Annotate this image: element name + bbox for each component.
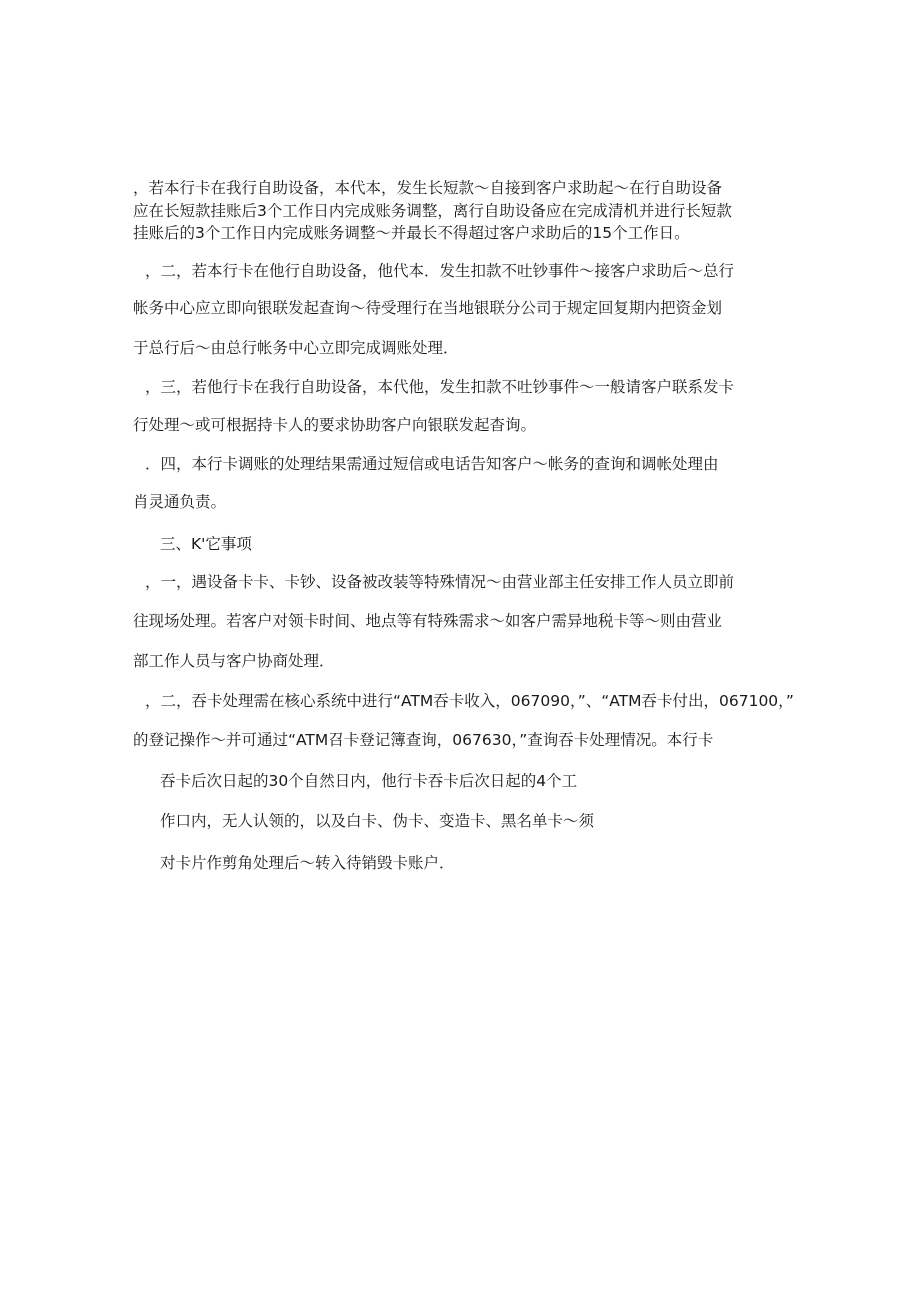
paragraph-4-line-1: ．四，本行卡调账的处理结果需通过短信或电话告知客户～帐务的查询和调帐处理由 xyxy=(145,455,719,473)
paragraph-2-line-2: 帐务中心应立即向银联发起查询～待受理行在当地银联分公司于规定回复期内把资金划 xyxy=(133,299,723,317)
paragraph-7-line-4: 作口内，无人认领的，以及白卡、伪卡、变造卡、黑名单卡～须 xyxy=(160,812,595,830)
paragraph-1-line-3: 挂账后的3个工作日内完成账务调整～并最长不得超过客户求助后的15个工作日。 xyxy=(133,224,690,242)
paragraph-3-line-1: ，三，若他行卡在我行自助设备，本代他，发生扣款不吐钞事件～一般请客户联系发卡 xyxy=(145,378,735,396)
paragraph-7-line-5: 对卡片作剪角处理后～转入待销毁卡账户． xyxy=(160,854,455,872)
paragraph-1-line-2: 应在长短款挂账后3个工作日内完成账务调整，离行自助设备应在完成清机并进行长短款 xyxy=(133,202,732,220)
paragraph-1-line-1: ，若本行卡在我行自助设备，本代本，发生长短款～自接到客户求助起～在行自助设备 xyxy=(133,179,723,197)
paragraph-6-line-1: ，一，遇设备卡卡、卡钞、设备被改装等特殊情况～由营业部主任安排工作人员立即前 xyxy=(145,573,735,591)
paragraph-4-line-2: 肖灵通负责。 xyxy=(133,493,227,511)
paragraph-7-line-1: ，二，吞卡处理需在核心系统中进行“ATM吞卡收入，067090，”、“ATM吞卡付出，067100，” xyxy=(145,692,794,710)
paragraph-7-line-3: 吞卡后次日起的30个自然日内，他行卡吞卡后次日起的4个工 xyxy=(160,772,578,790)
section-heading: 三、K'它事项 xyxy=(160,535,252,553)
paragraph-6-line-2: 往现场处理。若客户对领卡时间、地点等有特殊需求～如客户需异地税卡等～则由营业 xyxy=(133,612,723,630)
paragraph-2-line-3: 于总行后～由总行帐务中心立即完成调账处理． xyxy=(133,339,459,357)
paragraph-3-line-2: 行处理～或可根据持卡人的要求协助客户向银联发起杳询。 xyxy=(133,416,537,434)
paragraph-6-line-3: 部工作人员与客户协商处理． xyxy=(133,652,335,670)
paragraph-2-line-1: ，二，若本行卡在他行自助设备，他代本．发生扣款不吐钞事件～接客户求助后～总行 xyxy=(145,262,735,280)
paragraph-7-line-2: 的登记操作～并可通过“ATM召卡登记簿查询，067630，”查询吞卡处理情况。本行卡 xyxy=(133,731,714,749)
